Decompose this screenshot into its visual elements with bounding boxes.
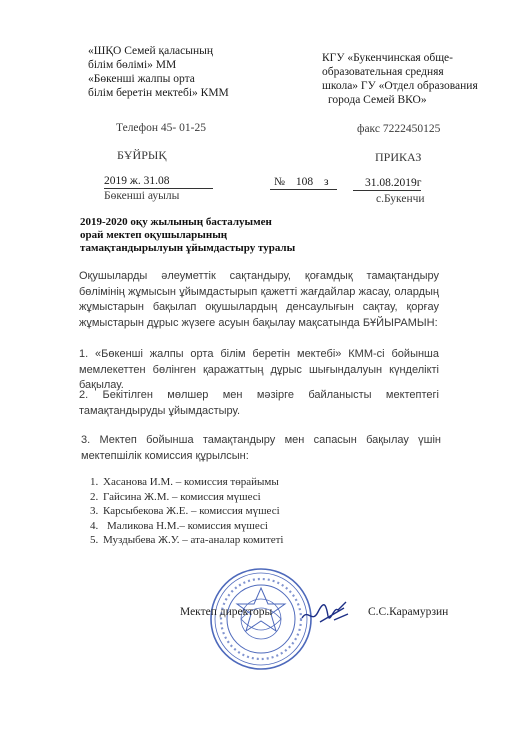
place-ru: с.Букенчи [376, 193, 425, 205]
header-left [88, 44, 229, 100]
order-item-2: 2. Бекітілген мөлшер мен мәзірге байланысты мектептегі тамақтандыруды ұйымдастыру. [79, 389, 439, 417]
list-item: 4. Маликова Н.М.– комиссия мүшесі [101, 519, 283, 534]
doc-type-kz: БҰЙРЫҚ [117, 148, 167, 162]
intro-paragraph: Оқушыларды әлеуметтік сақтандыру, қоғамдық тамақтандыру бөлімінің жұмысын ұйымдастырып қажетті жағдайлар жасау, олардың жұмыстарын бақылап оқушылардың денсаулығын сақтау, қорғау жұмыстарын дұрыс жүзеге асуын бақылау мақсатында БҰЙЫРАМЫН: [79, 270, 439, 329]
order-date-ru: 31.08.2019г [353, 176, 421, 191]
header-right-line: образовательная средняя [322, 66, 444, 78]
order-item-3: 3. Мектеп бойынша тамақтандыру мен сапасын бақылау үшін мектепшілік комиссия құрылсын: [81, 434, 441, 462]
title-line: 2019-2020 оқу жылының басталуымен [80, 216, 272, 228]
header-right-line: школа» ГУ «Отдел образования [322, 80, 478, 92]
header-right-line: КГУ «Букенчинская обще- [322, 52, 453, 64]
header-left-line: «Бөкенші жалпы орта [88, 73, 195, 85]
title-line: тамақтандырылуын ұйымдастыру туралы [80, 242, 296, 254]
doc-type-ru: ПРИКАЗ [375, 150, 422, 164]
order-date-kz: 2019 ж. 31.08 [104, 174, 213, 189]
handwritten-signature-icon [298, 598, 352, 628]
header-left-line: білім беретін мектебі» КММ [88, 87, 229, 99]
header-right-line: города Семей ВКО» [328, 94, 427, 106]
title-line: орай мектеп оқушыларының [80, 229, 228, 241]
header-left-line: білім бөлімі» ММ [88, 59, 177, 71]
order-number: № 108 з [270, 175, 337, 190]
list-item: 2. Гайсина Ж.М. – комиссия мүшесі [101, 490, 283, 505]
phone-number: Телефон 45- 01-25 [116, 122, 206, 134]
list-item: 5. Муздыбева Ж.У. – ата-аналар комитеті [101, 533, 283, 548]
signature-name: С.С.Карамурзин [368, 606, 449, 618]
header-left-line: «ШҚО Семей қаласының [88, 45, 214, 57]
order-title [80, 216, 295, 255]
place-kz: Бөкенші ауылы [104, 190, 180, 202]
list-item: 3. Карсыбекова Ж.Е. – комиссия мүшесі [101, 504, 283, 519]
order-item-1: 1. «Бөкенші жалпы орта білім беретін мектебі» КММ-сі бойынша мемлекеттен бөлінген қаражаттың дұрыс шығындалуын күнделікті бақылау. [79, 348, 439, 391]
signature-role: Мектеп директоры [180, 606, 273, 618]
header-right [322, 51, 478, 107]
commission-list [79, 475, 283, 548]
fax-number: факс 7222450125 [357, 123, 441, 135]
list-item: 1. Хасанова И.М. – комиссия төрайымы [101, 475, 283, 490]
